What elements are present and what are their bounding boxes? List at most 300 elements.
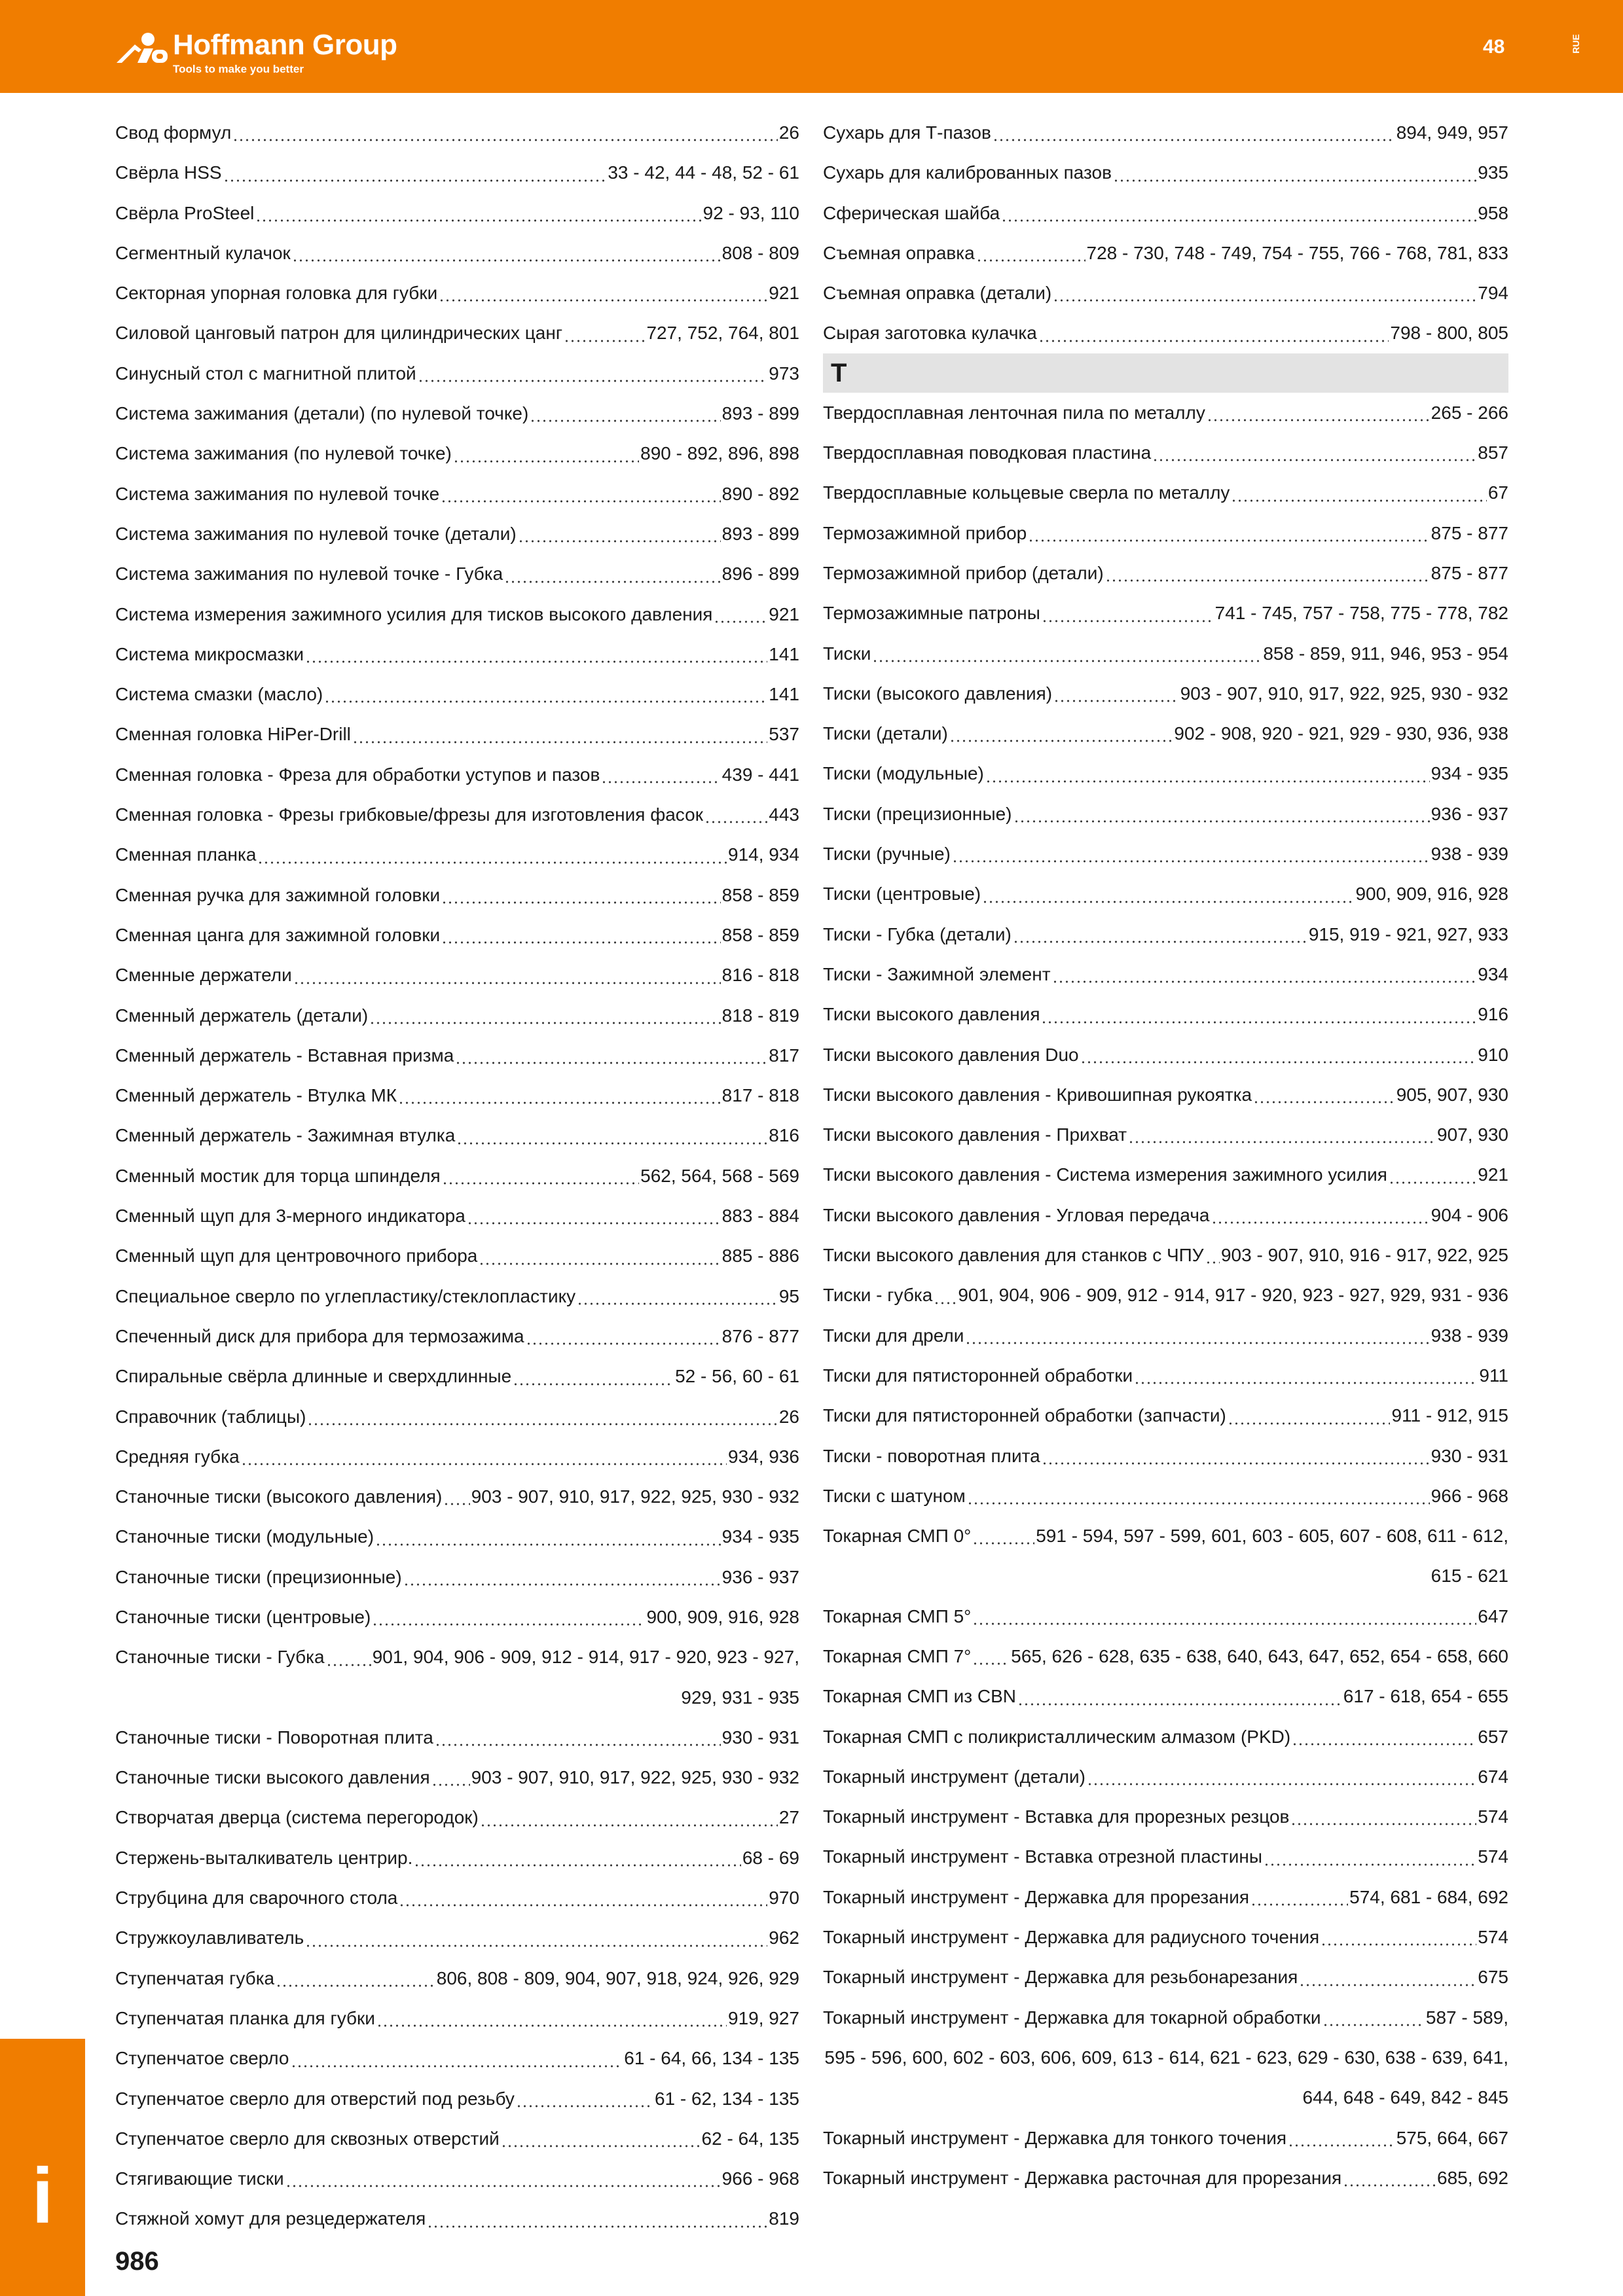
language-code: RUE — [1571, 34, 1581, 54]
dot-leader — [601, 781, 720, 783]
page-reference[interactable]: 900, 909, 916, 928 — [646, 1606, 799, 1627]
dot-leader — [1250, 1903, 1348, 1906]
page-reference[interactable]: 930 - 931 — [721, 1727, 799, 1748]
dot-leader — [369, 1022, 720, 1024]
index-term: Тиски - Зажимной элемент — [823, 963, 1051, 984]
index-entry — [115, 795, 799, 834]
page-reference[interactable]: 875 - 877 — [1431, 522, 1508, 543]
dot-leader — [398, 1102, 721, 1104]
dot-leader — [934, 1302, 957, 1304]
index-entry — [115, 915, 799, 955]
index-term: Станочные тиски - Губка — [115, 1647, 325, 1668]
dot-leader — [285, 2185, 721, 2187]
dot-leader — [518, 540, 721, 543]
index-entry — [823, 2118, 1508, 2158]
index-term: Сменный щуп для 3-мерного индикатора — [115, 1206, 465, 1227]
page-reference[interactable]: 903 - 907, 910, 917, 922, 925, 930 - 932 — [1180, 683, 1508, 704]
page-reference[interactable]: 574 — [1478, 1927, 1508, 1948]
page-reference[interactable]: 574 — [1478, 1846, 1508, 1867]
index-term: Тиски для дрели — [823, 1325, 964, 1346]
dot-leader — [1228, 1422, 1391, 1425]
page-reference[interactable]: 92 - 93, 110 — [702, 202, 799, 223]
page-reference[interactable]: 52 - 56, 60 - 61 — [675, 1366, 799, 1387]
page-reference[interactable]: 911 - 912, 915 — [1391, 1405, 1508, 1426]
index-entry — [823, 1316, 1508, 1355]
index-term: Ступенчатое сверло для сквозных отверстий — [115, 2128, 500, 2149]
page-reference[interactable]: 934 — [1478, 963, 1508, 984]
dot-leader — [1028, 539, 1429, 542]
page-reference[interactable]: 900, 909, 916, 928 — [1355, 884, 1508, 905]
index-entry — [823, 1275, 1508, 1315]
dot-leader — [872, 660, 1262, 662]
page-reference[interactable]: 818 - 819 — [721, 1005, 799, 1026]
dot-leader — [324, 700, 767, 703]
page-reference[interactable]: 973 — [769, 363, 799, 384]
page-reference[interactable]: 141 — [769, 684, 799, 705]
index-term: Сегментный кулачок — [115, 242, 291, 263]
dot-leader — [1264, 1863, 1476, 1866]
index-entry — [115, 1998, 799, 2038]
header-bar — [0, 0, 1623, 93]
page-reference[interactable]: 61 - 64, 66, 134 - 135 — [624, 2048, 799, 2069]
index-group-s-continued — [823, 113, 1508, 353]
index-entry — [115, 433, 799, 473]
hoffmann-logo-icon — [115, 30, 169, 67]
page-reference[interactable]: 806, 808 - 809, 904, 907, 918, 924, 926, 929 — [436, 1967, 799, 1988]
page-reference-continued[interactable]: 929, 931 - 935 — [681, 1687, 799, 1708]
dot-leader — [455, 1062, 767, 1064]
index-entry — [823, 673, 1508, 713]
page-reference[interactable]: 921 — [1478, 1164, 1508, 1185]
dot-leader — [257, 861, 727, 864]
index-entry — [823, 113, 1508, 152]
index-entry — [823, 513, 1508, 553]
page-reference[interactable]: 935 — [1478, 162, 1508, 183]
page-reference[interactable]: 858 - 859 — [721, 884, 799, 905]
index-term: Токарный инструмент - Державка для резьбонарезания — [823, 1967, 1298, 1988]
index-entry — [823, 1075, 1508, 1115]
dot-leader — [504, 581, 721, 583]
page-reference[interactable]: 141 — [769, 643, 799, 664]
dot-leader — [480, 1824, 778, 1827]
index-term: Токарный инструмент - Державка для прорезания — [823, 1886, 1249, 1907]
page-reference[interactable]: 575, 664, 667 — [1396, 2127, 1508, 2148]
dot-leader — [967, 1502, 1430, 1505]
index-entry — [115, 313, 799, 353]
index-entry — [823, 1757, 1508, 1797]
index-term: Токарный инструмент - Державка для тонкого точения — [823, 2127, 1287, 2148]
page-reference[interactable]: 905, 907, 930 — [1396, 1084, 1508, 1105]
index-term: Тиски высокого давления — [823, 1004, 1040, 1025]
page-reference[interactable]: 890 - 892, 896, 898 — [640, 443, 799, 464]
index-term: Стяжной хомут для резцедержателя — [115, 2208, 426, 2229]
index-entry — [115, 755, 799, 795]
page-reference[interactable]: 728 - 730, 748 - 749, 754 - 755, 766 - 768, 781, 833 — [1086, 242, 1508, 263]
page-reference[interactable]: 876 - 877 — [721, 1325, 799, 1346]
page-reference[interactable]: 647 — [1478, 1605, 1508, 1626]
page-reference[interactable]: 62 - 64, 135 — [701, 2128, 799, 2149]
dot-leader — [714, 620, 767, 623]
index-entry — [823, 553, 1508, 593]
page-reference[interactable]: 883 - 884 — [721, 1206, 799, 1227]
index-term: Тиски - поворотная плита — [823, 1445, 1040, 1466]
dot-leader — [1322, 2024, 1425, 2026]
index-entry — [823, 1676, 1508, 1716]
page-reference[interactable]: 903 - 907, 910, 917, 922, 925, 930 - 932 — [471, 1767, 799, 1788]
dot-leader — [1053, 700, 1179, 702]
dot-leader — [414, 1864, 740, 1867]
page-reference[interactable]: 816 — [769, 1125, 799, 1146]
index-term: Твердосплавная поводковая пластина — [823, 442, 1152, 463]
index-term: Токарный инструмент - Вставка для прорезных резцов — [823, 1806, 1290, 1827]
dot-leader — [1113, 179, 1476, 182]
page-reference[interactable]: 903 - 907, 910, 916 - 917, 922, 925 — [1220, 1245, 1508, 1266]
page-reference[interactable]: 901, 904, 906 - 909, 912 - 914, 917 - 920, 923 - 927, 929, 931 - 936 — [958, 1285, 1508, 1306]
index-term: Сменная головка - Фреза для обработки уступов и пазов — [115, 764, 600, 785]
page-reference-continued[interactable]: 595 - 596, 600, 602 - 603, 606, 609, 613 - 614, 621 - 623, 629 - 630, 638 - 639, 641, — [824, 2047, 1508, 2068]
index-entry — [115, 2038, 799, 2078]
index-entry — [115, 474, 799, 514]
dot-leader — [418, 380, 768, 382]
dot-leader — [456, 1142, 767, 1145]
dot-leader — [1128, 1141, 1436, 1143]
dot-leader — [276, 1984, 435, 1987]
index-entry — [823, 273, 1508, 313]
index-term: Тиски (ручные) — [823, 844, 951, 865]
dot-leader — [352, 741, 767, 744]
index-term: Тиски — [823, 643, 871, 664]
dot-leader — [1299, 1984, 1476, 1986]
page-reference[interactable]: 67 — [1487, 482, 1508, 503]
page-reference[interactable]: 675 — [1478, 1967, 1508, 1988]
dot-leader — [972, 1542, 1034, 1545]
page-reference[interactable]: 893 - 899 — [721, 523, 799, 544]
dot-leader — [375, 1543, 721, 1546]
page-reference[interactable]: 858 - 859, 911, 946, 953 - 954 — [1263, 643, 1508, 664]
dot-leader — [976, 259, 1085, 262]
index-term: Сменный держатель - Вставная призма — [115, 1045, 454, 1066]
index-entry — [115, 353, 799, 393]
page-reference[interactable]: 911 — [1479, 1365, 1508, 1386]
page-reference[interactable]: 934 - 935 — [721, 1526, 799, 1547]
index-entry — [115, 193, 799, 233]
page-reference[interactable]: 910 — [1478, 1044, 1508, 1065]
page-reference[interactable]: 915, 919 - 921, 927, 933 — [1308, 924, 1508, 944]
index-term: Стягивающие тиски — [115, 2168, 284, 2189]
index-entry — [115, 273, 799, 313]
page-reference[interactable]: 962 — [769, 1928, 799, 1948]
dot-leader — [564, 340, 645, 342]
page-reference[interactable]: 265 - 266 — [1431, 402, 1508, 423]
dot-leader — [1288, 2144, 1395, 2147]
page-reference[interactable]: 27 — [778, 1807, 799, 1828]
index-term: Система зажимания по нулевой точке - Губка — [115, 564, 503, 584]
company-logo[interactable] — [113, 26, 414, 79]
index-entry — [823, 1917, 1508, 1957]
index-entry — [115, 594, 799, 634]
dot-leader — [1105, 579, 1430, 582]
dot-leader — [1052, 980, 1477, 983]
index-entry — [823, 1115, 1508, 1155]
page-reference[interactable]: 934 - 935 — [1431, 763, 1508, 784]
index-entry — [115, 1276, 799, 1316]
dot-leader — [292, 259, 721, 262]
dot-leader — [1292, 1743, 1476, 1746]
page-reference[interactable]: 901, 904, 906 - 909, 912 - 914, 917 - 920, 923 - 927, — [372, 1647, 799, 1668]
page-reference[interactable]: 919, 927 — [728, 2007, 799, 2028]
page-reference[interactable]: 903 - 907, 910, 917, 922, 925, 930 - 932 — [471, 1486, 799, 1507]
dot-leader — [376, 2024, 727, 2027]
page-reference[interactable]: 857 — [1478, 442, 1508, 463]
page-reference[interactable]: 68 - 69 — [742, 1847, 799, 1868]
index-entry — [823, 874, 1508, 914]
index-term: Станочные тиски (прецизионные) — [115, 1566, 402, 1587]
index-entry — [115, 1115, 799, 1155]
dot-leader — [403, 1583, 721, 1586]
index-entry — [823, 634, 1508, 673]
index-entry — [823, 2158, 1508, 2198]
index-entry — [115, 1437, 799, 1477]
index-term: Спиральные свёрла длинные и сверхдлинные — [115, 1366, 512, 1387]
page-reference[interactable]: 938 - 939 — [1431, 844, 1508, 865]
page-reference[interactable]: 896 - 899 — [721, 564, 799, 584]
index-entry — [823, 794, 1508, 834]
page-reference[interactable]: 26 — [778, 122, 799, 143]
index-entry — [823, 1516, 1508, 1596]
page-reference[interactable]: 685, 692 — [1437, 2167, 1508, 2188]
page-reference[interactable]: 587 - 589, — [1425, 2007, 1508, 2028]
index-term: Специальное сверло по углепластику/стеклопластику — [115, 1285, 576, 1306]
index-term: Сухарь для калиброванных пазов — [823, 162, 1112, 183]
page-reference[interactable]: 741 - 745, 757 - 758, 775 - 778, 782 — [1214, 603, 1508, 624]
page-reference[interactable]: 798 - 800, 805 — [1390, 323, 1508, 344]
index-term: Твердосплавные кольцевые сверла по металлу — [823, 482, 1230, 503]
page-reference[interactable]: 958 — [1478, 202, 1508, 223]
dot-leader — [1253, 1101, 1395, 1103]
page-reference[interactable]: 817 - 818 — [721, 1085, 799, 1106]
index-term: Тиски (прецизионные) — [823, 803, 1012, 824]
index-term: Тиски (центровые) — [823, 884, 981, 905]
index-term: Станочные тиски высокого давления — [115, 1767, 430, 1788]
index-term: Сырая заготовка кулачка — [823, 323, 1037, 344]
page-reference[interactable]: 966 - 968 — [1431, 1485, 1508, 1506]
page-reference[interactable]: 95 — [778, 1285, 799, 1306]
index-term: Сменные держатели — [115, 965, 292, 986]
page-reference[interactable]: 574 — [1478, 1806, 1508, 1827]
page-reference[interactable]: 674 — [1478, 1766, 1508, 1787]
dot-leader — [993, 139, 1395, 141]
page-reference[interactable]: 966 - 968 — [721, 2168, 799, 2189]
index-term: Ступенчатая губка — [115, 1967, 275, 1988]
index-entry — [115, 1156, 799, 1196]
page-reference[interactable]: 914, 934 — [728, 844, 799, 865]
dot-leader — [1152, 459, 1476, 461]
page-reference[interactable]: 921 — [769, 283, 799, 304]
page-reference[interactable]: 33 - 42, 44 - 48, 52 - 61 — [608, 162, 799, 183]
page-reference[interactable]: 921 — [769, 603, 799, 624]
page-reference[interactable]: 916 — [1478, 1004, 1508, 1025]
index-entry — [823, 914, 1508, 954]
page-reference[interactable]: 574, 681 - 684, 692 — [1349, 1886, 1508, 1907]
index-term: Тиски (высокого давления) — [823, 683, 1053, 704]
dot-leader — [1205, 1261, 1220, 1264]
index-entry — [115, 1757, 799, 1797]
page-reference[interactable]: 904 - 906 — [1431, 1204, 1508, 1225]
dot-leader — [427, 2225, 767, 2228]
index-term: Система зажимания (по нулевой точке) — [115, 443, 452, 464]
index-term: Струбцина для сварочного стола — [115, 1888, 398, 1909]
index-column-right — [823, 113, 1508, 2198]
dot-leader — [530, 420, 720, 422]
dot-leader — [972, 1623, 1476, 1625]
index-term: Тиски - губка — [823, 1285, 933, 1306]
page-reference[interactable]: 890 - 892 — [721, 483, 799, 504]
index-term: Тиски высокого давления - Система измерения зажимного усилия — [823, 1164, 1387, 1185]
index-entry — [115, 2119, 799, 2159]
page-reference[interactable]: 902 - 908, 920 - 921, 929 - 930, 936, 938 — [1174, 723, 1508, 744]
index-term: Сменная ручка для зажимной головки — [115, 884, 441, 905]
page-reference[interactable]: 858 - 859 — [721, 924, 799, 945]
dot-leader — [291, 2065, 623, 2068]
dot-leader — [479, 1263, 720, 1265]
index-entry — [115, 1918, 799, 1958]
index-term: Тиски (детали) — [823, 723, 948, 744]
page-reference[interactable]: 930 - 931 — [1431, 1445, 1508, 1466]
index-entry — [115, 233, 799, 273]
page-reference[interactable]: 936 - 937 — [1431, 803, 1508, 824]
dot-leader — [255, 219, 701, 222]
info-side-tab[interactable] — [0, 2039, 85, 2296]
index-term: Тиски для пятисторонней обработки — [823, 1365, 1133, 1386]
dot-leader — [439, 299, 767, 302]
index-term: Токарный инструмент - Вставка отрезной пластины — [823, 1846, 1262, 1867]
page-reference[interactable]: 727, 752, 764, 801 — [646, 323, 799, 344]
index-term: Силовой цанговый патрон для цилиндрических цанг — [115, 323, 563, 344]
page-reference[interactable]: 565, 626 - 628, 635 - 638, 640, 643, 647, 652, 654 - 658, 660 — [1011, 1645, 1508, 1666]
page-reference-continued[interactable]: 644, 648 - 649, 842 - 845 — [1302, 2087, 1508, 2108]
page-reference[interactable]: 439 - 441 — [721, 764, 799, 785]
page-reference[interactable]: 893 - 899 — [721, 403, 799, 424]
index-term: Токарная СМП 7° — [823, 1645, 972, 1666]
index-entry — [115, 955, 799, 995]
page-reference[interactable]: 794 — [1478, 283, 1508, 304]
page-reference[interactable]: 591 - 594, 597 - 599, 601, 603 - 605, 607 - 608, 611 - 612, — [1036, 1526, 1508, 1547]
index-term: Сферическая шайба — [823, 202, 1000, 223]
dot-leader — [985, 780, 1430, 783]
index-entry — [115, 1397, 799, 1437]
dot-leader — [982, 901, 1354, 903]
dot-leader — [1231, 499, 1486, 502]
page-reference-continued[interactable]: 615 - 621 — [1431, 1566, 1508, 1587]
index-entry — [115, 634, 799, 674]
page-reference[interactable]: 894, 949, 957 — [1396, 122, 1508, 143]
index-entry — [115, 2198, 799, 2238]
dot-leader — [1038, 340, 1389, 342]
page-reference[interactable]: 819 — [769, 2208, 799, 2229]
dot-leader — [1321, 1943, 1476, 1946]
index-term: Сменная планка — [115, 844, 257, 865]
page-reference[interactable]: 885 - 886 — [721, 1246, 799, 1266]
page-reference[interactable]: 808 - 809 — [721, 242, 799, 263]
index-term: Справочник (таблицы) — [115, 1406, 306, 1427]
index-entry — [115, 1838, 799, 1878]
index-term: Свёрла HSS — [115, 162, 222, 183]
page-reference[interactable]: 617 - 618, 654 - 655 — [1343, 1686, 1508, 1707]
dot-leader — [704, 821, 767, 823]
dot-leader — [431, 1784, 470, 1786]
page-reference[interactable]: 816 - 818 — [721, 965, 799, 986]
page-reference[interactable]: 537 — [769, 724, 799, 745]
index-entry — [115, 1196, 799, 1236]
dot-leader — [441, 500, 720, 503]
page-reference[interactable]: 61 - 62, 134 - 135 — [654, 2088, 799, 2109]
index-term: Свод формул — [115, 122, 232, 143]
dot-leader — [1207, 419, 1430, 422]
index-entry — [823, 713, 1508, 753]
index-term: Тиски высокого давления для станков с ЧПУ — [823, 1245, 1204, 1266]
index-term: Синусный стол с магнитной плитой — [115, 363, 416, 384]
dot-leader — [453, 460, 639, 463]
dot-leader — [1042, 620, 1214, 622]
index-entry — [823, 1957, 1508, 1997]
dot-leader — [293, 982, 721, 984]
page-reference[interactable]: 936 - 937 — [721, 1566, 799, 1587]
dot-leader — [241, 1463, 727, 1465]
index-entry — [823, 1436, 1508, 1476]
index-term: Система зажимания по нулевой точке (детали) — [115, 523, 517, 544]
page-reference[interactable]: 657 — [1478, 1726, 1508, 1747]
dot-leader — [513, 1383, 674, 1386]
index-entry — [823, 1355, 1508, 1395]
index-term: Сухарь для Т-пазов — [823, 122, 991, 143]
index-entry — [115, 2159, 799, 2198]
dot-leader — [441, 941, 721, 944]
index-term: Спеченный диск для прибора для термозажима — [115, 1325, 524, 1346]
index-entry — [115, 875, 799, 915]
index-term: Стержень-выталкиватель центрир. — [115, 1847, 413, 1868]
page-reference[interactable]: 938 - 939 — [1431, 1325, 1508, 1346]
page-reference[interactable]: 907, 930 — [1437, 1124, 1508, 1145]
page-reference[interactable]: 875 - 877 — [1431, 562, 1508, 583]
page-reference[interactable]: 26 — [778, 1406, 799, 1427]
index-term: Токарный инструмент - Державка для радиусного точения — [823, 1927, 1320, 1948]
index-term: Секторная упорная головка для губки — [115, 283, 438, 304]
dot-leader — [1001, 219, 1476, 222]
dot-leader — [1013, 820, 1430, 823]
index-entry — [115, 1958, 799, 1998]
dot-leader — [577, 1302, 778, 1305]
index-entry — [115, 1597, 799, 1637]
dot-leader — [1080, 1061, 1477, 1064]
page-reference[interactable]: 443 — [769, 804, 799, 825]
index-entry — [115, 1035, 799, 1075]
index-term: Система зажимания по нулевой точке — [115, 483, 440, 504]
page-reference[interactable]: 970 — [769, 1888, 799, 1909]
index-entry — [115, 514, 799, 554]
index-term: Токарная СМП с поликристаллическим алмазом (PKD) — [823, 1726, 1291, 1747]
index-term: Стружкоулавливатель — [115, 1928, 304, 1948]
index-term: Система микросмазки — [115, 643, 304, 664]
index-entry — [823, 1837, 1508, 1876]
dot-leader — [1343, 2184, 1436, 2187]
page-reference[interactable]: 817 — [769, 1045, 799, 1066]
index-column-left — [115, 113, 799, 2239]
index-entry — [823, 753, 1508, 793]
dot-leader — [965, 1342, 1429, 1344]
index-term: Сменный держатель (детали) — [115, 1005, 369, 1026]
page-reference[interactable]: 934, 936 — [728, 1446, 799, 1467]
page-reference[interactable]: 562, 564, 568 - 569 — [640, 1165, 799, 1186]
